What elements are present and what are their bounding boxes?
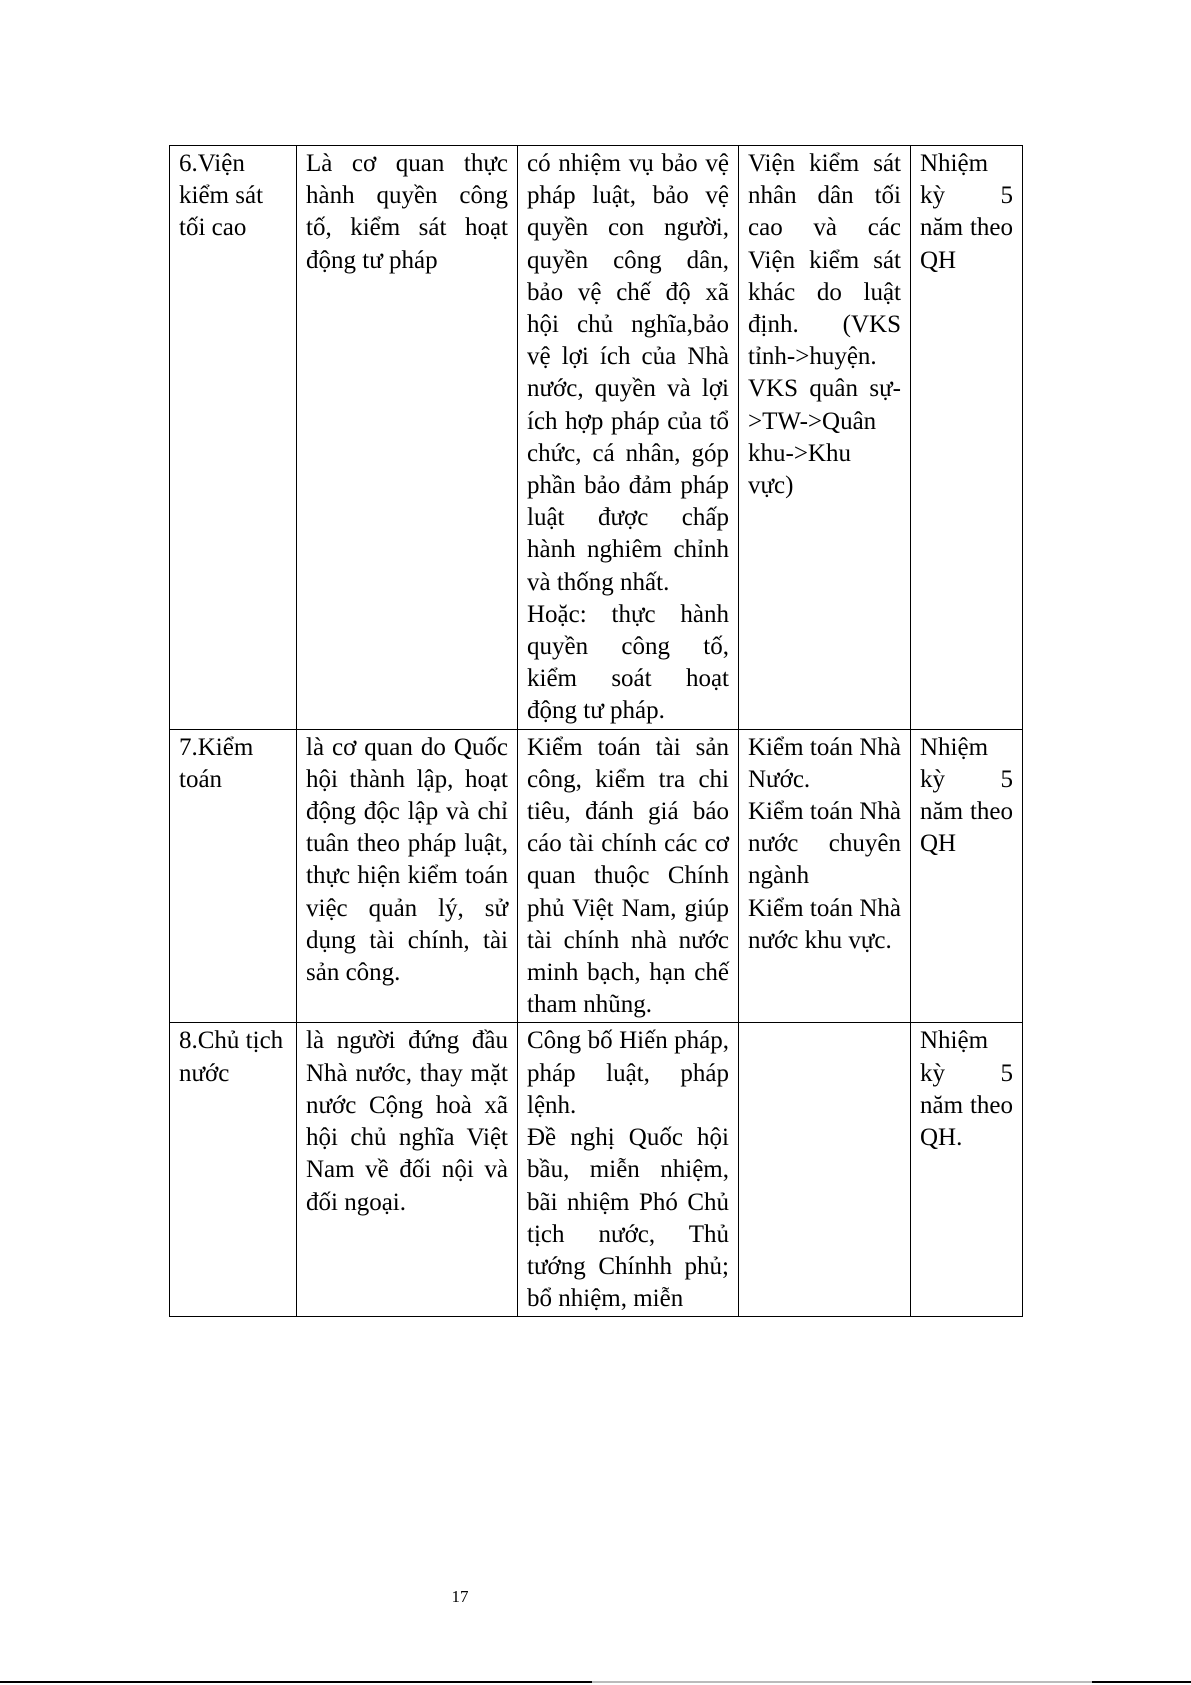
- cell-text: Nhiệm kỳ 5 năm theo QH: [920, 150, 1013, 274]
- cell-text: Đề nghị Quốc hội bầu, miễn nhiệm, bãi nhiệm Phó Chủ tịch nước, Thủ tướng Chínhh phủ; bổ nhiệm, miễn: [527, 1124, 729, 1313]
- cell-term: [911, 1023, 1023, 1317]
- cell-text: Kiểm toán Nhà Nước.: [748, 733, 901, 793]
- cell-text: Nhiệm kỳ 5 năm theo QH: [920, 733, 1013, 858]
- cell-text: Viện kiểm sát nhân dân tối cao và các Viện kiểm sát khác do luật định. (VKS tỉnh->huyện. VKS quân sự->TW->Quân khu->Khu vực): [748, 150, 901, 500]
- cell-text: Kiểm toán tài sản công, kiểm tra chi tiêu, đánh giá báo cáo tài chính các cơ quan thuộc Chính phủ Việt Nam, giúp tài chính nhà nước minh bạch, hạn chế tham nhũng.: [527, 733, 729, 1019]
- cell-term: [911, 146, 1023, 730]
- cell-text: 7.Kiểm toán: [179, 733, 254, 793]
- cell-text: Kiểm toán Nhà nước khu vực.: [748, 894, 901, 954]
- cell-structure: [739, 1023, 911, 1317]
- cell-text: là người đứng đầu Nhà nước, thay mặt nước Cộng hoà xã hội chủ nghĩa Việt Nam về đối nội và đối ngoại.: [306, 1027, 508, 1216]
- cell-structure: [739, 729, 911, 1023]
- cell-duties: [518, 1023, 739, 1317]
- cell-term: [911, 729, 1023, 1023]
- cell-text: 6.Viện kiểm sát tối cao: [179, 150, 264, 242]
- cell-text: là cơ quan do Quốc hội thành lập, hoạt động độc lập và chỉ tuân theo pháp luật, thực hiện kiểm toán việc quản lý, sử dụng tài chính, tài sản công.: [306, 733, 508, 987]
- cell-text: 8.Chủ tịch nước: [179, 1027, 284, 1087]
- cell-structure: [739, 146, 911, 730]
- cell-text: Là cơ quan thực hành quyền công tố, kiểm sát hoạt động tư pháp: [306, 150, 508, 274]
- table-row: [170, 729, 1023, 1023]
- cell-text: Nhiệm kỳ 5 năm theo QH.: [920, 1027, 1013, 1152]
- cell-duties: [518, 729, 739, 1023]
- cell-organization: [170, 146, 297, 730]
- footer-divider: [0, 1681, 1191, 1683]
- cell-text: Hoặc: thực hành quyền công tố, kiểm soát hoạt động tư pháp.: [527, 600, 729, 725]
- cell-organization: [170, 1023, 297, 1317]
- cell-organization: [170, 729, 297, 1023]
- table-row: [170, 1023, 1023, 1317]
- page-number: 17: [451, 1587, 469, 1606]
- table-row: [170, 146, 1023, 730]
- cell-definition: [297, 729, 518, 1023]
- cell-duties: [518, 146, 739, 730]
- cell-text: Công bố Hiến pháp, pháp luật, pháp lệnh.: [527, 1027, 729, 1119]
- cell-definition: [297, 1023, 518, 1317]
- organization-table: [169, 145, 1023, 1317]
- cell-text: Kiểm toán Nhà nước chuyên ngành: [748, 798, 901, 890]
- cell-text: có nhiệm vụ bảo vệ pháp luật, bảo vệ quyền con người, quyền công dân, bảo vệ chế độ xã hội chủ nghĩa,bảo vệ lợi ích của Nhà nước, quyền và lợi ích hợp pháp của tổ chức, cá nhân, góp phần bảo đảm pháp luật được chấp hành nghiêm chỉnh và thống nhất.: [527, 150, 729, 596]
- footer-divider-segment: [592, 1681, 1092, 1683]
- cell-definition: [297, 146, 518, 730]
